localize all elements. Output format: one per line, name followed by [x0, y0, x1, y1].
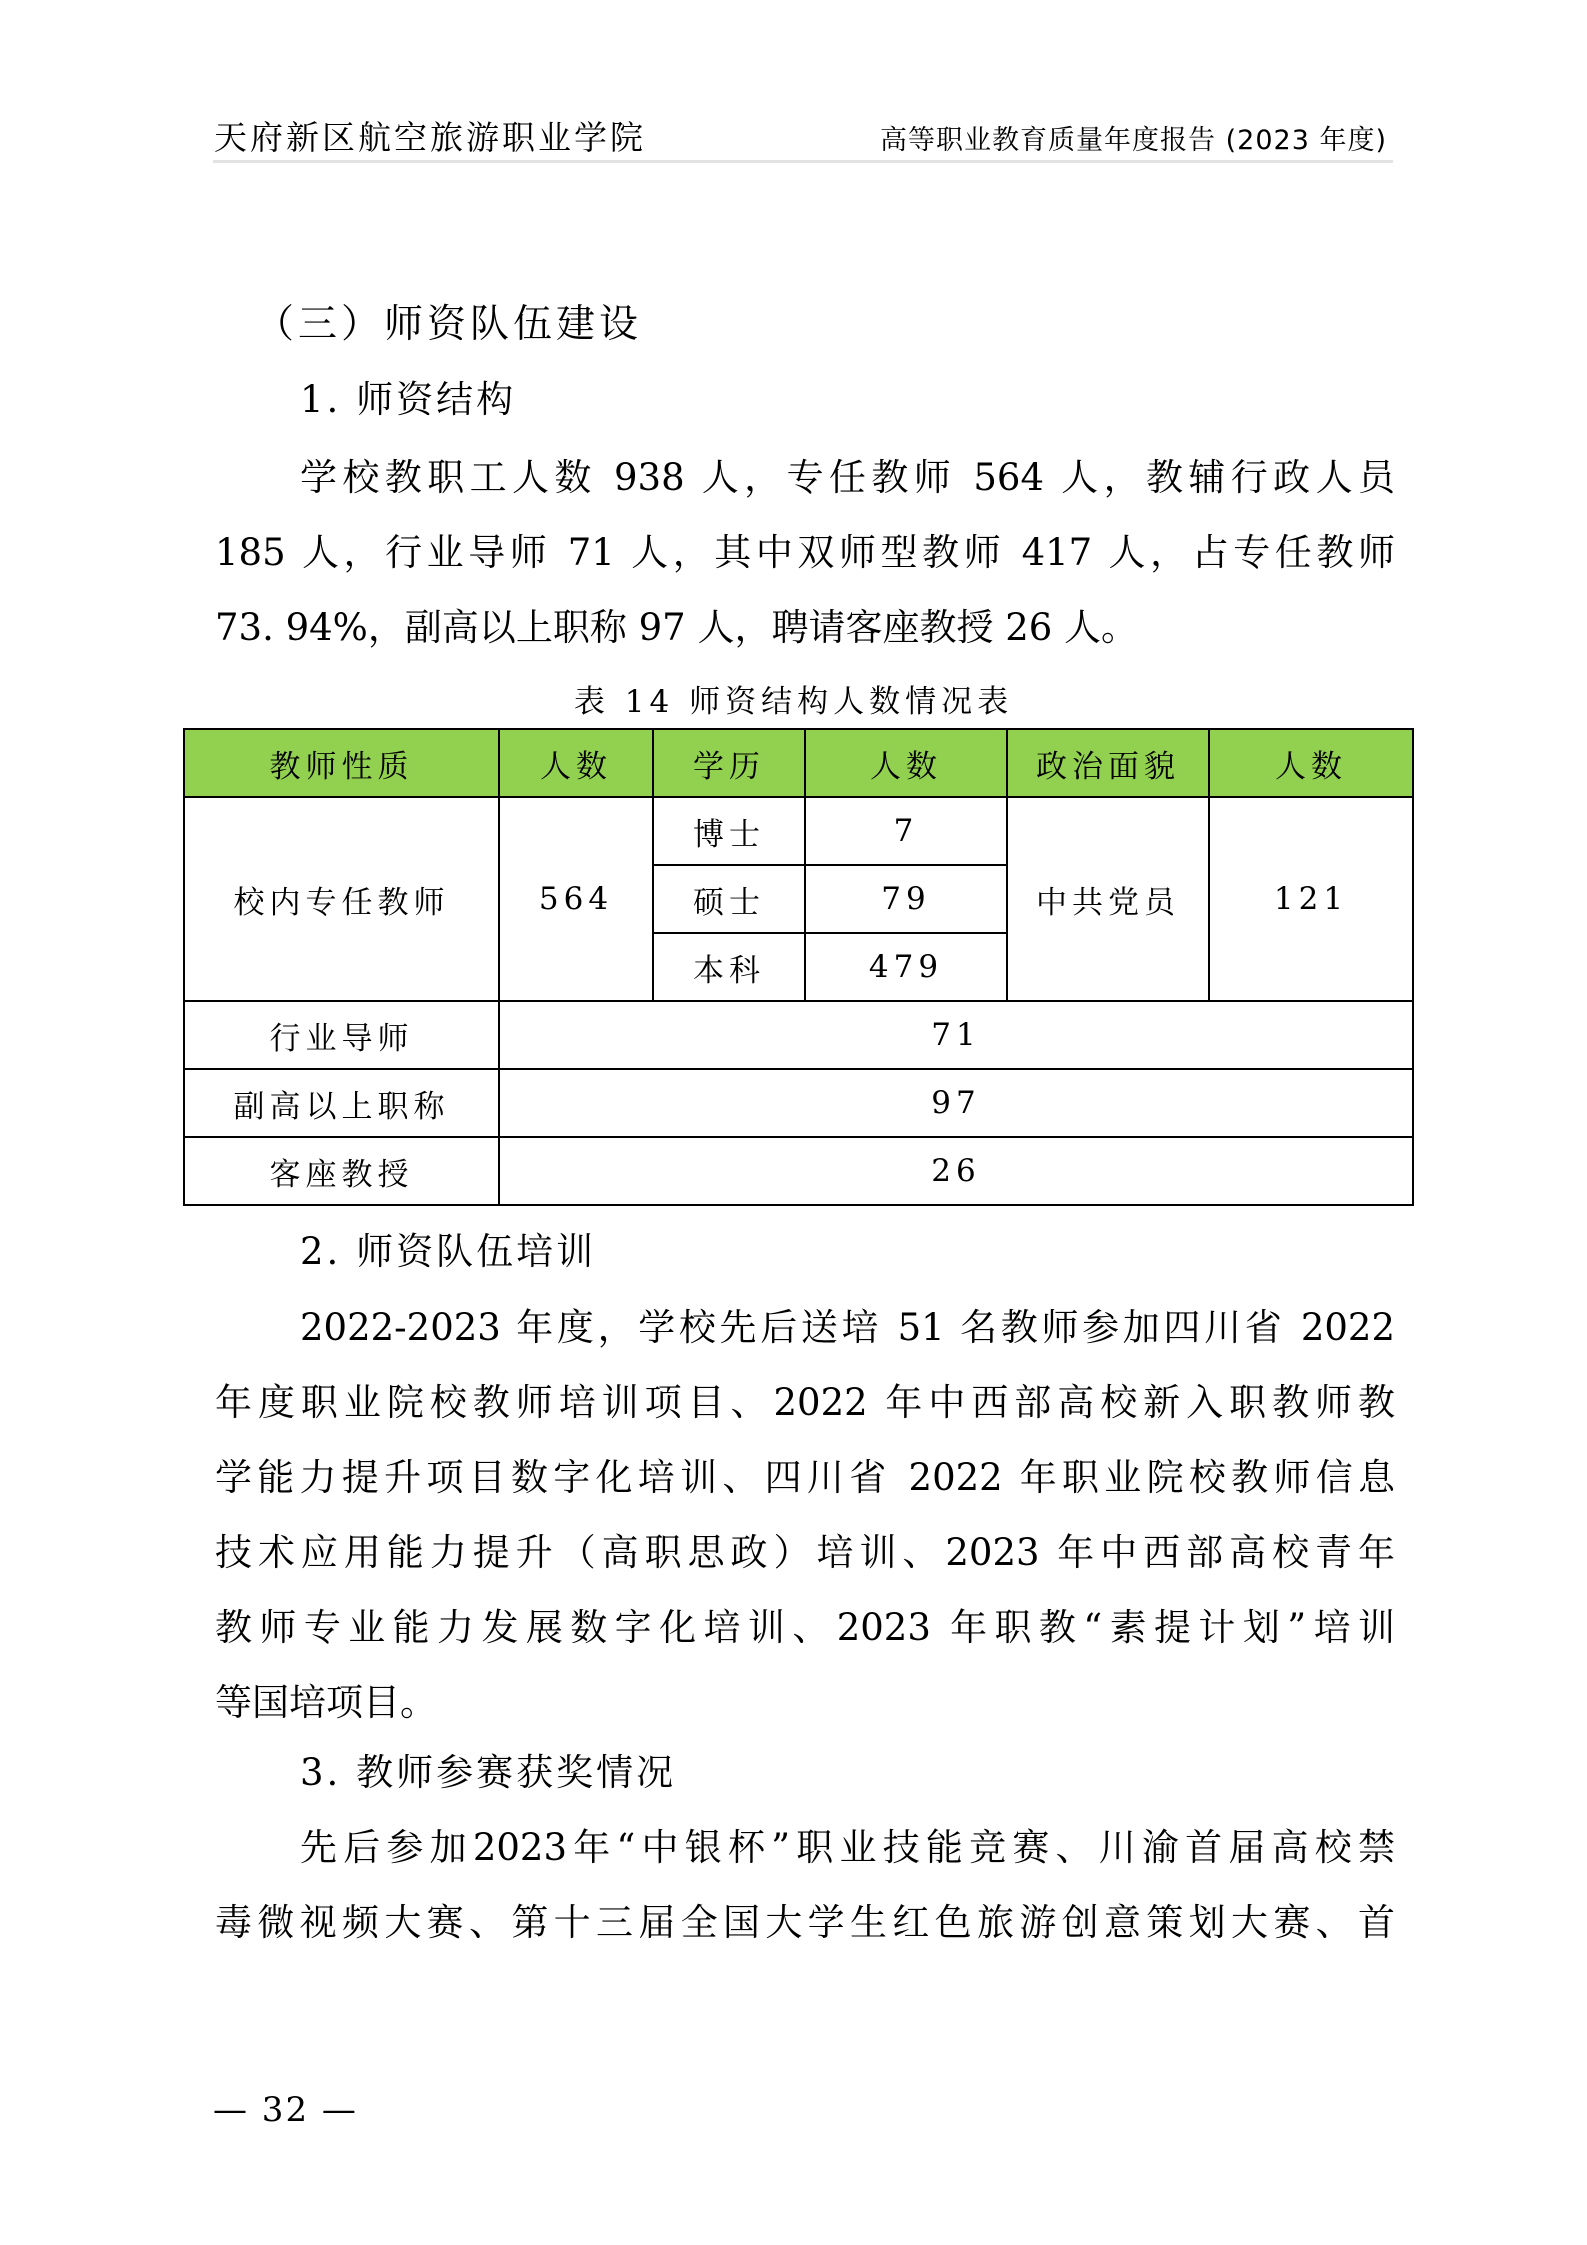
paragraph-line: 2022-2023 年度，学校先后送培 51 名教师参加四川省 2022 — [300, 1306, 1395, 1349]
paragraph-competition-awards — [215, 1810, 1395, 1960]
subheading-faculty-structure: 1. 师资结构 — [300, 378, 517, 421]
cell-degree: 博士 — [653, 797, 805, 865]
cell-degree: 本科 — [653, 933, 805, 1001]
cell-row-value: 71 — [499, 1001, 1413, 1069]
paragraph-line: 技术应用能力提升（高职思政）培训、2023 年中西部高校青年 — [215, 1531, 1395, 1574]
table-header-row — [184, 729, 1413, 797]
table-row — [184, 1137, 1413, 1205]
cell-teacher-count: 564 — [499, 797, 653, 1001]
header-political-status: 政治面貌 — [1007, 729, 1209, 797]
paragraph-line: 年度职业院校教师培训项目、2022 年中西部高校新入职教师教 — [215, 1381, 1395, 1424]
paragraph-line: 先后参加2023年“中银杯”职业技能竞赛、川渝首届高校禁 — [300, 1826, 1395, 1869]
cell-row-label: 客座教授 — [184, 1137, 499, 1205]
page-number: — 32 — — [213, 2090, 358, 2130]
header-count: 人数 — [499, 729, 653, 797]
cell-row-value: 26 — [499, 1137, 1413, 1205]
paragraph-line: 毒微视频大赛、第十三届全国大学生红色旅游创意策划大赛、首 — [215, 1901, 1395, 1944]
section-heading: （三）师资队伍建设 — [255, 302, 643, 347]
header-report-title: 高等职业教育质量年度报告 (2023 年度) — [880, 125, 1387, 156]
cell-degree-count: 79 — [805, 865, 1007, 933]
cell-political-count: 121 — [1209, 797, 1413, 1001]
cell-row-value: 97 — [499, 1069, 1413, 1137]
header-divider — [213, 160, 1393, 163]
header-teacher-type: 教师性质 — [184, 729, 499, 797]
table-row — [184, 1001, 1413, 1069]
subheading-competition-awards: 3. 教师参赛获奖情况 — [300, 1751, 677, 1794]
paragraph-faculty-training — [215, 1290, 1395, 1740]
cell-political-status: 中共党员 — [1007, 797, 1209, 1001]
paragraph-line: 73. 94%，副高以上职称 97 人，聘请客座教授 26 人。 — [215, 606, 1139, 649]
paragraph-faculty-structure — [215, 440, 1395, 665]
faculty-structure-table — [183, 728, 1414, 1206]
header-degree: 学历 — [653, 729, 805, 797]
cell-teacher-type: 校内专任教师 — [184, 797, 499, 1001]
header-degree-count: 人数 — [805, 729, 1007, 797]
paragraph-line: 教师专业能力发展数字化培训、2023 年职教“素提计划”培训 — [215, 1606, 1395, 1649]
table-row — [184, 797, 1413, 865]
paragraph-line: 等国培项目。 — [215, 1681, 437, 1724]
cell-degree-count: 479 — [805, 933, 1007, 1001]
cell-row-label: 副高以上职称 — [184, 1069, 499, 1137]
subheading-faculty-training: 2. 师资队伍培训 — [300, 1230, 597, 1273]
header-political-count: 人数 — [1209, 729, 1413, 797]
cell-row-label: 行业导师 — [184, 1001, 499, 1069]
header-school-name: 天府新区航空旅游职业学院 — [214, 118, 646, 157]
paragraph-line: 学校教职工人数 938 人，专任教师 564 人，教辅行政人员 — [300, 456, 1395, 499]
table-caption: 表 14 师资结构人数情况表 — [573, 684, 1014, 720]
cell-degree-count: 7 — [805, 797, 1007, 865]
paragraph-line: 学能力提升项目数字化培训、四川省 2022 年职业院校教师信息 — [215, 1456, 1395, 1499]
table-row — [184, 1069, 1413, 1137]
cell-degree: 硕士 — [653, 865, 805, 933]
paragraph-line: 185 人，行业导师 71 人，其中双师型教师 417 人，占专任教师 — [215, 531, 1395, 574]
